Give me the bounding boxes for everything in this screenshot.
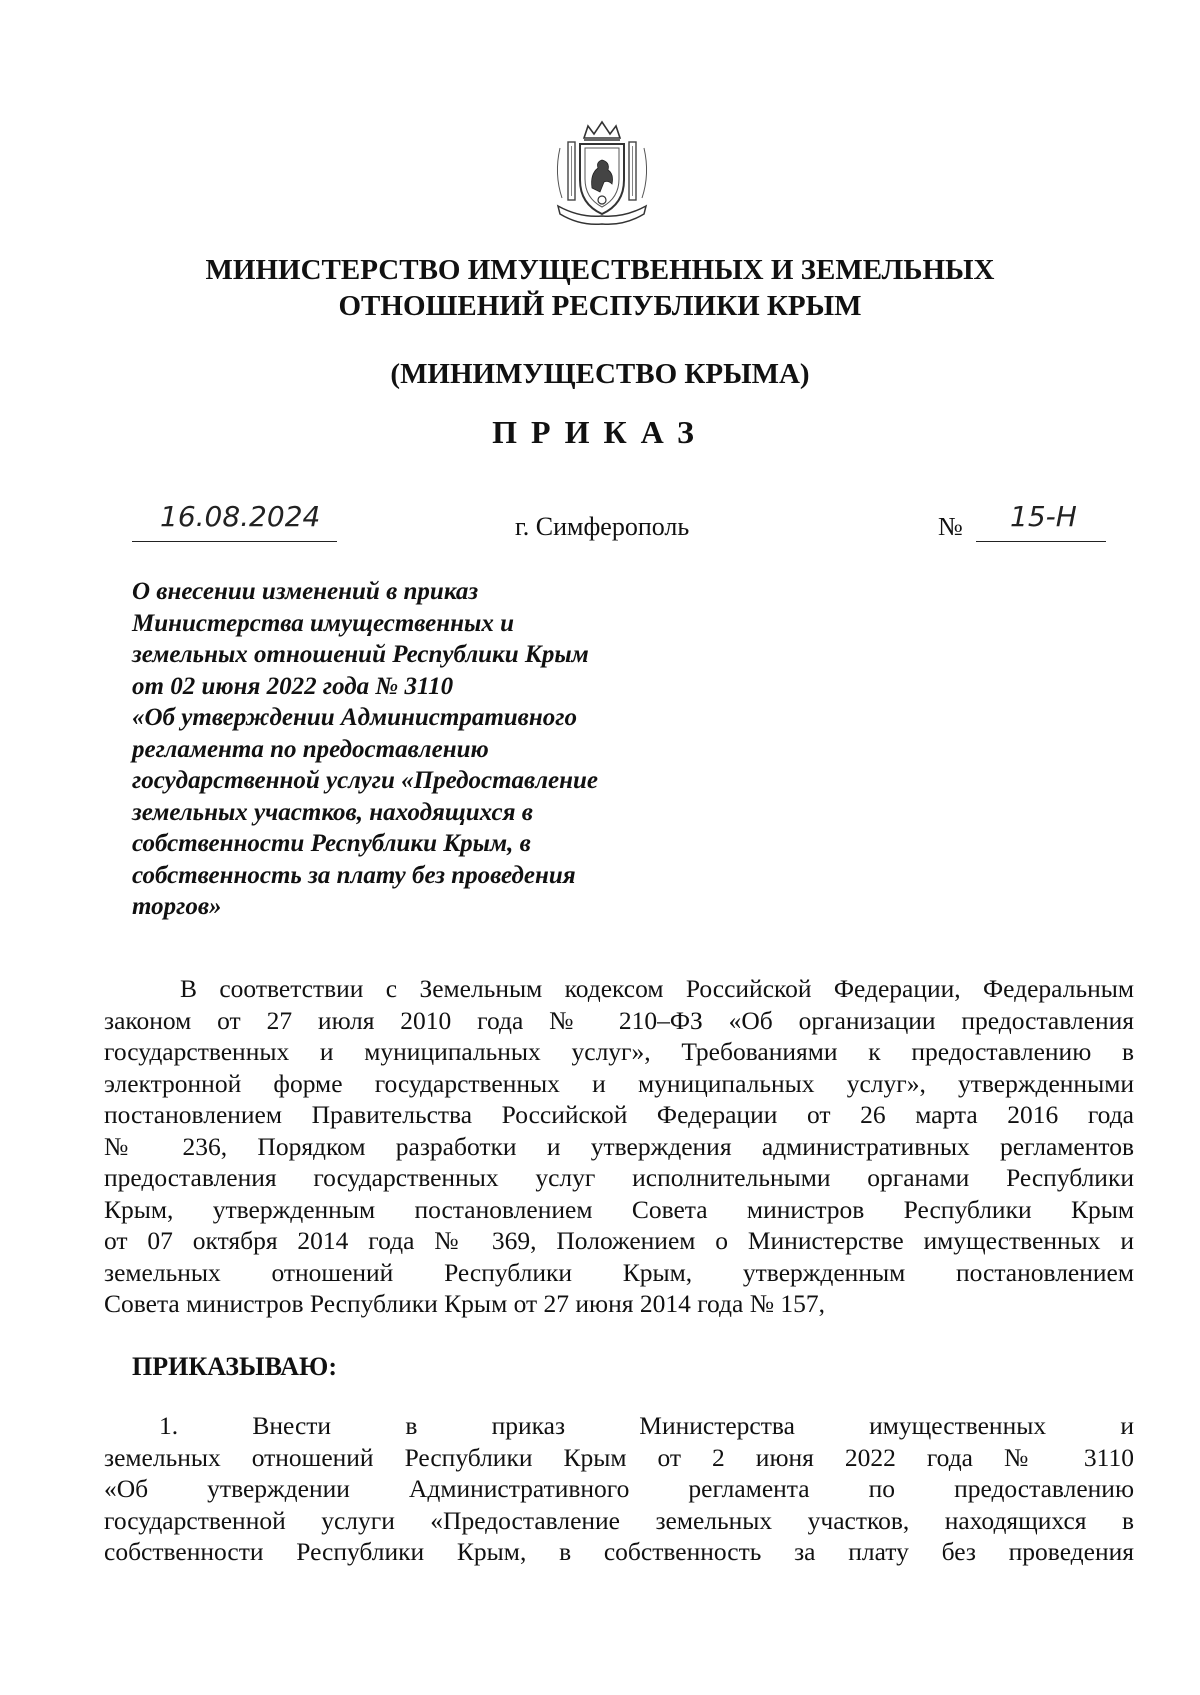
item-line: собственности Республики Крым, в собственность за плату без проведения (104, 1537, 1134, 1566)
order-item-1 (104, 1410, 1134, 1568)
preamble-line: В соответствии с Земельным кодексом Российской Федерации, Федеральным (180, 974, 1134, 1003)
item-line: земельных отношений Республики Крым от 2 июня 2022 года № 3110 (104, 1442, 1134, 1472)
document-type-title: ПРИКАЗ (492, 414, 708, 450)
preamble-line: № 236, Порядком разработки и утверждения административных регламентов (104, 1131, 1134, 1161)
date-underline (132, 541, 337, 542)
handwritten-number: 15-Н (1010, 500, 1077, 533)
subject-line: торгов» (132, 893, 222, 920)
organization-name-line1: МИНИСТЕРСТВО ИМУЩЕСТВЕННЫХ И ЗЕМЕЛЬНЫХ (205, 254, 995, 286)
city-name: г. Симферополь (515, 512, 690, 541)
preamble-line: от 07 октября 2014 года № 369, Положением о Министерстве имущественных и (104, 1226, 1134, 1255)
item-line: 1. Внести в приказ Министерства имущественных и (159, 1411, 1134, 1440)
subject-line: земельных отношений Республики Крым (132, 641, 589, 668)
preamble-line: государственных и муниципальных услуг», Требованиями к предоставлению в (104, 1037, 1134, 1066)
subject-line: «Об утверждении Административного (132, 704, 577, 731)
subject-line: собственность за плату без проведения (132, 861, 576, 889)
preamble-line: постановлением Правительства Российской Федерации от 26 марта 2016 года (104, 1100, 1134, 1129)
preamble-line: земельных отношений Республики Крым, утвержденным постановлением (104, 1257, 1134, 1287)
preamble-line: электронной форме государственных и муниципальных услуг», утвержденными (104, 1068, 1134, 1098)
subject-line: регламента по предоставлению (132, 735, 489, 763)
order-subject (132, 576, 692, 923)
item-line: «Об утверждении Административного регламента по предоставлению (104, 1474, 1134, 1503)
subject-line: земельных участков, находящихся в (132, 798, 533, 826)
subject-line: государственной услуги «Предоставление (132, 767, 599, 794)
number-underline (976, 541, 1106, 542)
organization-short-name: (МИНИМУЩЕСТВО КРЫМА) (390, 358, 810, 390)
subject-line: собственности Республики Крым, в (132, 830, 531, 857)
item-line: государственной услуги «Предоставление земельных участков, находящихся в (104, 1505, 1134, 1535)
preamble-line: Крым, утвержденным постановлением Совета министров Республики Крым (104, 1194, 1134, 1224)
number-sign: № (938, 512, 963, 541)
handwritten-date: 16.08.2024 (160, 500, 321, 533)
order-word-heading: ПРИКАЗЫВАЮ: (132, 1352, 337, 1381)
preamble-line: законом от 27 июля 2010 года № 210–ФЗ «Об организации предоставления (104, 1005, 1134, 1035)
subject-line: О внесении изменений в приказ (132, 578, 479, 605)
organization-name-line2: ОТНОШЕНИЙ РЕСПУБЛИКИ КРЫМ (338, 290, 862, 322)
subject-line: от 02 июня 2022 года № 3110 (132, 672, 454, 700)
subject-line: Министерства имущественных и (132, 609, 514, 637)
preamble-paragraph (104, 973, 1134, 1320)
preamble-line: предоставления государственных услуг исполнительными органами Республики (104, 1163, 1134, 1192)
crimea-coat-of-arms-emblem (540, 118, 664, 226)
preamble-line: Совета министров Республики Крым от 27 июня 2014 года № 157, (104, 1289, 826, 1318)
